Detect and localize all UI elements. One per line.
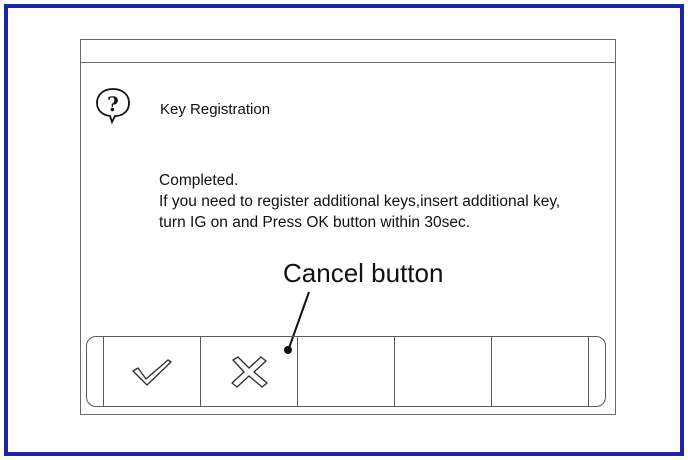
message-line: If you need to register additional keys,insert additional key, bbox=[159, 193, 561, 210]
softkey-bar bbox=[86, 336, 606, 407]
softkey-row bbox=[103, 337, 589, 406]
ok-button[interactable] bbox=[104, 337, 201, 406]
key-registration-dialog bbox=[80, 39, 616, 415]
figure-frame bbox=[4, 4, 684, 456]
softkey-4[interactable] bbox=[395, 337, 492, 406]
message-line: Completed. bbox=[159, 172, 239, 189]
dialog-title: Key Registration bbox=[160, 101, 271, 118]
cross-icon bbox=[227, 355, 271, 389]
dialog-header-divider bbox=[81, 62, 615, 63]
cancel-button-callout-label: Cancel button bbox=[283, 258, 444, 288]
question-bubble-icon bbox=[93, 85, 133, 125]
dialog-message bbox=[159, 170, 609, 233]
softkey-3[interactable] bbox=[298, 337, 395, 406]
cancel-button[interactable] bbox=[201, 337, 298, 406]
checkmark-icon bbox=[130, 357, 174, 387]
softkey-5[interactable] bbox=[492, 337, 588, 406]
message-line: turn IG on and Press OK button within 30sec. bbox=[159, 214, 471, 231]
svg-text:?: ? bbox=[107, 92, 119, 116]
